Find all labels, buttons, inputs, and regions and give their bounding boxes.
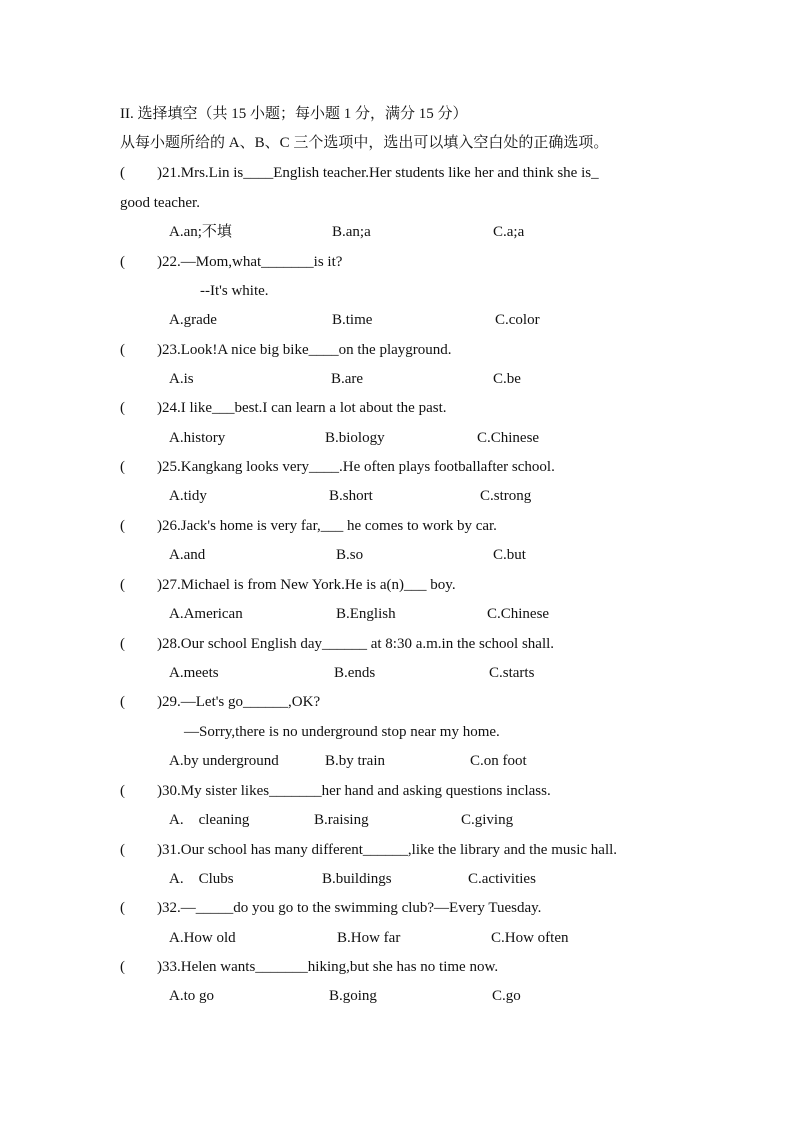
option-a[interactable]: A.How old <box>169 930 236 946</box>
question-text-continued: —Sorry,there is no underground stop near my home. <box>184 724 500 740</box>
option-a[interactable]: A.grade <box>169 312 217 328</box>
option-c[interactable]: C.Chinese <box>487 606 550 622</box>
option-c[interactable]: C.Chinese <box>477 430 540 446</box>
option-a[interactable]: A.and <box>169 547 206 563</box>
option-a[interactable]: A.history <box>169 430 226 446</box>
section-instruction: 从每小题所给的 A、B、C 三个选项中，选出可以填入空白处的正确选项。 <box>120 135 609 151</box>
option-a[interactable]: A.by underground <box>169 753 279 769</box>
option-b[interactable]: B.so <box>336 547 364 563</box>
option-a[interactable]: A.an;不填 <box>169 224 232 240</box>
answer-paren[interactable]: ( <box>120 900 125 916</box>
answer-paren[interactable]: ( <box>120 783 125 799</box>
option-c[interactable]: C.a;a <box>493 224 525 240</box>
question-text: )30.My sister likes_______her hand and asking questions inclass. <box>157 783 551 799</box>
question-text: )31.Our school has many different______,like the library and the music hall. <box>157 842 618 858</box>
option-b[interactable]: B.by train <box>325 753 385 769</box>
section-title: II. 选择填空（共 15 小题；每小题 1 分，满分 15 分） <box>120 106 468 122</box>
option-c[interactable]: C.color <box>495 312 540 328</box>
question-text: )21.Mrs.Lin is____English teacher.Her students like her and think she is_ <box>157 165 599 181</box>
question-text-continued: --It's white. <box>200 283 269 299</box>
question-text: )32.—_____do you go to the swimming club?—Every Tuesday. <box>157 900 542 916</box>
option-b[interactable]: B.are <box>331 371 364 387</box>
option-c[interactable]: C.activities <box>468 871 536 887</box>
question-text: )28.Our school English day______ at 8:30 a.m.in the school shall. <box>157 636 555 652</box>
option-b[interactable]: B.raising <box>314 812 369 828</box>
option-a[interactable]: A.tidy <box>169 488 207 504</box>
option-a[interactable]: A.is <box>169 371 194 387</box>
option-c[interactable]: C.giving <box>461 812 514 828</box>
option-b[interactable]: B.an;a <box>332 224 371 240</box>
option-b[interactable]: B.buildings <box>322 871 392 887</box>
answer-paren[interactable]: ( <box>120 400 125 416</box>
option-c[interactable]: C.but <box>493 547 526 563</box>
option-c[interactable]: C.on foot <box>470 753 527 769</box>
option-b[interactable]: B.short <box>329 488 373 504</box>
answer-paren[interactable]: ( <box>120 577 125 593</box>
answer-paren[interactable]: ( <box>120 959 125 975</box>
answer-paren[interactable]: ( <box>120 165 125 181</box>
option-c[interactable]: C.go <box>492 988 521 1004</box>
option-b[interactable]: B.time <box>332 312 373 328</box>
option-c[interactable]: C.be <box>493 371 521 387</box>
answer-paren[interactable]: ( <box>120 518 125 534</box>
answer-paren[interactable]: ( <box>120 842 125 858</box>
option-b[interactable]: B.English <box>336 606 396 622</box>
question-text: )23.Look!A nice big bike____on the playground. <box>157 342 452 358</box>
question-text: )26.Jack's home is very far,___ he comes to work by car. <box>157 518 497 534</box>
option-c[interactable]: C.starts <box>489 665 535 681</box>
option-a[interactable]: A. Clubs <box>169 871 234 887</box>
option-b[interactable]: B.How far <box>337 930 401 946</box>
question-text: )24.I like___best.I can learn a lot about the past. <box>157 400 447 416</box>
option-b[interactable]: B.going <box>329 988 377 1004</box>
question-text: )33.Helen wants_______hiking,but she has no time now. <box>157 959 499 975</box>
question-text: )29.—Let's go______,OK? <box>157 694 321 710</box>
option-b[interactable]: B.ends <box>334 665 376 681</box>
answer-paren[interactable]: ( <box>120 254 125 270</box>
option-a[interactable]: A.American <box>169 606 243 622</box>
answer-paren[interactable]: ( <box>120 342 125 358</box>
answer-paren[interactable]: ( <box>120 636 125 652</box>
answer-paren[interactable]: ( <box>120 459 125 475</box>
option-c[interactable]: C.How often <box>491 930 569 946</box>
option-a[interactable]: A.meets <box>169 665 219 681</box>
option-a[interactable]: A. cleaning <box>169 812 250 828</box>
question-text: )25.Kangkang looks very____.He often plays footballafter school. <box>157 459 555 475</box>
answer-paren[interactable]: ( <box>120 694 125 710</box>
question-text: )27.Michael is from New York.He is a(n)___ boy. <box>157 577 456 593</box>
option-a[interactable]: A.to go <box>169 988 214 1004</box>
question-text: )22.—Mom,what_______is it? <box>157 254 343 270</box>
option-c[interactable]: C.strong <box>480 488 532 504</box>
question-text-continued: good teacher. <box>120 195 200 211</box>
option-b[interactable]: B.biology <box>325 430 385 446</box>
